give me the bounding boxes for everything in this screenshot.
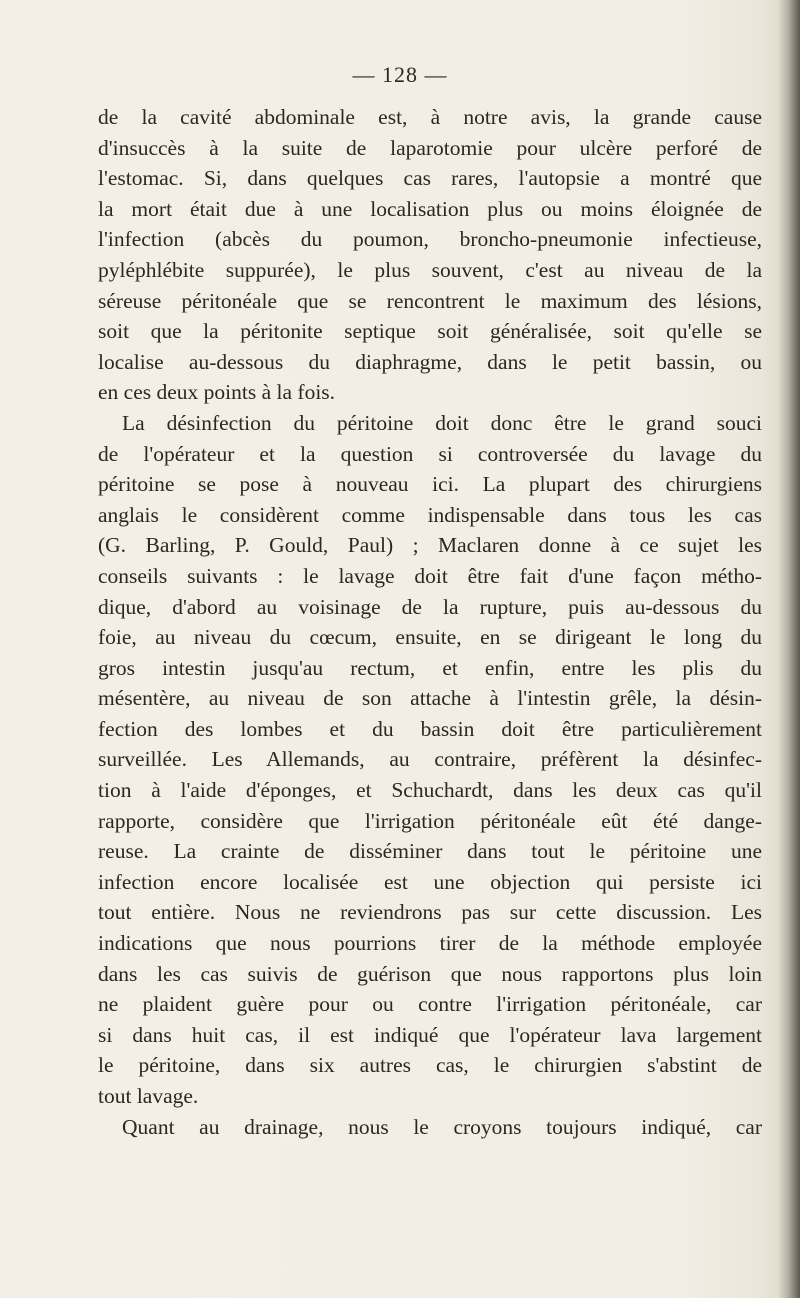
text-line: dique, d'abord au voisinage de la rupture, puis au-dessous du: [98, 594, 762, 619]
text-line: d'insuccès à la suite de laparotomie pour ulcère perforé de: [98, 135, 762, 160]
text-line: péritoine se pose à nouveau ici. La plupart des chirurgiens: [98, 472, 762, 497]
text-line: tion à l'aide d'éponges, et Schuchardt, dans les deux cas qu'il: [98, 778, 762, 803]
text-line: tout entière. Nous ne reviendrons pas sur cette discussion. Les: [98, 900, 762, 925]
text-line: La désinfection du péritoine doit donc être le grand souci: [122, 410, 762, 435]
text-line: foie, au niveau du cœcum, ensuite, en se dirigeant le long du: [98, 625, 762, 650]
text-line: dans les cas suivis de guérison que nous rapportons plus loin: [98, 961, 762, 986]
text-line: de l'opérateur et la question si controversée du lavage du: [98, 441, 762, 466]
page-number: — 128 —: [352, 62, 448, 87]
text-line: pyléphlébite suppurée), le plus souvent, c'est au niveau de la: [98, 257, 762, 282]
text-line: conseils suivants : le lavage doit être fait d'une façon métho-: [98, 563, 762, 588]
text-line: localise au-dessous du diaphragme, dans le petit bassin, ou: [98, 349, 762, 374]
text-line: en ces deux points à la fois.: [98, 380, 336, 405]
text-line: la mort était due à une localisation plus ou moins éloignée de: [98, 196, 762, 221]
text-line: surveillée. Les Allemands, au contraire, préfèrent la désinfec-: [98, 747, 762, 772]
text-line: rapporte, considère que l'irrigation péritonéale eût été dange-: [98, 808, 762, 833]
text-line: gros intestin jusqu'au rectum, et enfin, entre les plis du: [98, 655, 762, 680]
text-line: Quant au drainage, nous le croyons toujours indiqué, car: [122, 1114, 762, 1139]
text-line: indications que nous pourrions tirer de la méthode employée: [98, 931, 762, 956]
text-line: si dans huit cas, il est indiqué que l'opérateur lava largement: [98, 1022, 762, 1047]
text-line: infection encore localisée est une objection qui persiste ici: [98, 869, 762, 894]
text-line: de la cavité abdominale est, à notre avis, la grande cause: [98, 105, 762, 129]
text-line: le péritoine, dans six autres cas, le chirurgien s'abstint de: [98, 1053, 762, 1078]
text-line: (G. Barling, P. Gould, Paul) ; Maclaren donne à ce sujet les: [98, 533, 762, 558]
text-line: ne plaident guère pour ou contre l'irrigation péritonéale, car: [98, 992, 762, 1017]
text-line: tout lavage.: [98, 1084, 199, 1108]
body-text: [98, 102, 762, 1142]
text-line: mésentère, au niveau de son attache à l'intestin grêle, la désin-: [98, 686, 762, 711]
text-line: anglais le considèrent comme indispensable dans tous les cas: [98, 502, 762, 527]
text-line: fection des lombes et du bassin doit être particulièrement: [98, 716, 762, 741]
text-line: séreuse péritonéale que se rencontrent le maximum des lésions,: [98, 288, 762, 313]
text-line: l'infection (abcès du poumon, broncho-pneumonie infectieuse,: [98, 227, 762, 252]
text-line: soit que la péritonite septique soit généralisée, soit qu'elle se: [98, 319, 762, 344]
page-edge-shadow: [778, 0, 800, 1298]
text-line: reuse. La crainte de disséminer dans tout le péritoine une: [98, 839, 762, 864]
text-line: l'estomac. Si, dans quelques cas rares, l'autopsie a montré que: [98, 166, 762, 191]
